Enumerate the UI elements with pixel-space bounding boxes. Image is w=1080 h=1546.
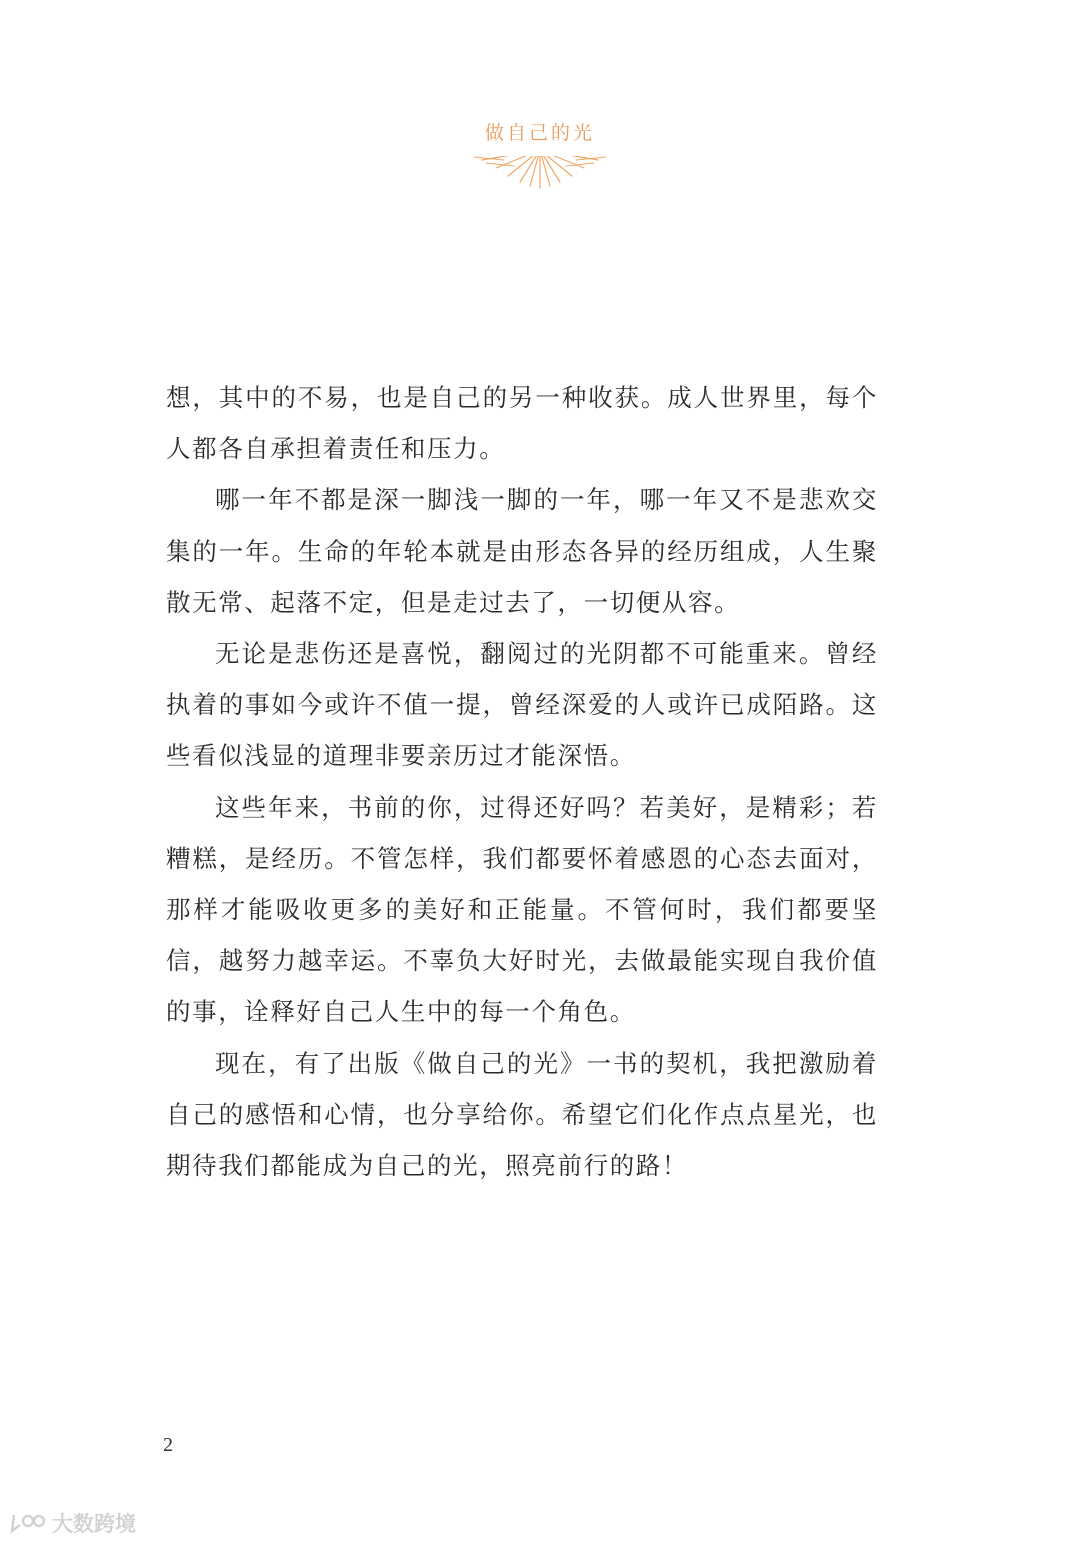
watermark [8, 1508, 136, 1538]
paragraph: 现在，有了出版《做自己的光》一书的契机，我把激励着自己的感悟和心情，也分享给你。希望它们化作点点星光，也期待我们都能成为自己的光，照亮前行的路！ [166, 1048, 878, 1181]
paragraph: 想，其中的不易，也是自己的另一种收获。成人世界里，每个人都各自承担着责任和压力。 [166, 383, 878, 464]
page-number: 2 [163, 1434, 173, 1456]
logo-icon [8, 1511, 48, 1535]
paragraph: 这些年来，书前的你，过得还好吗？若美好，是精彩；若糟糕，是经历。不管怎样，我们都要怀着感恩的心态去面对，那样才能吸收更多的美好和正能量。不管何时，我们都要坚信，越努力越幸运。不辜负大好时光，去做最能实现自我价值的事，诠释好自己人生中的每一个角色。 [166, 792, 878, 1027]
body-text [166, 372, 878, 1191]
sunburst-icon [460, 146, 620, 192]
paragraph: 无论是悲伤还是喜悦，翻阅过的光阴都不可能重来。曾经执着的事如今或许不值一提，曾经深爱的人或许已成陌路。这些看似浅显的道理非要亲历过才能深悟。 [166, 639, 878, 771]
paragraph: 哪一年不都是深一脚浅一脚的一年，哪一年又不是悲欢交集的一年。生命的年轮本就是由形态各异的经历组成，人生聚散无常、起落不定，但是走过去了，一切便从容。 [166, 485, 878, 617]
running-header-title: 做自己的光 [484, 122, 595, 144]
watermark-text: 大数跨境 [52, 1513, 136, 1536]
